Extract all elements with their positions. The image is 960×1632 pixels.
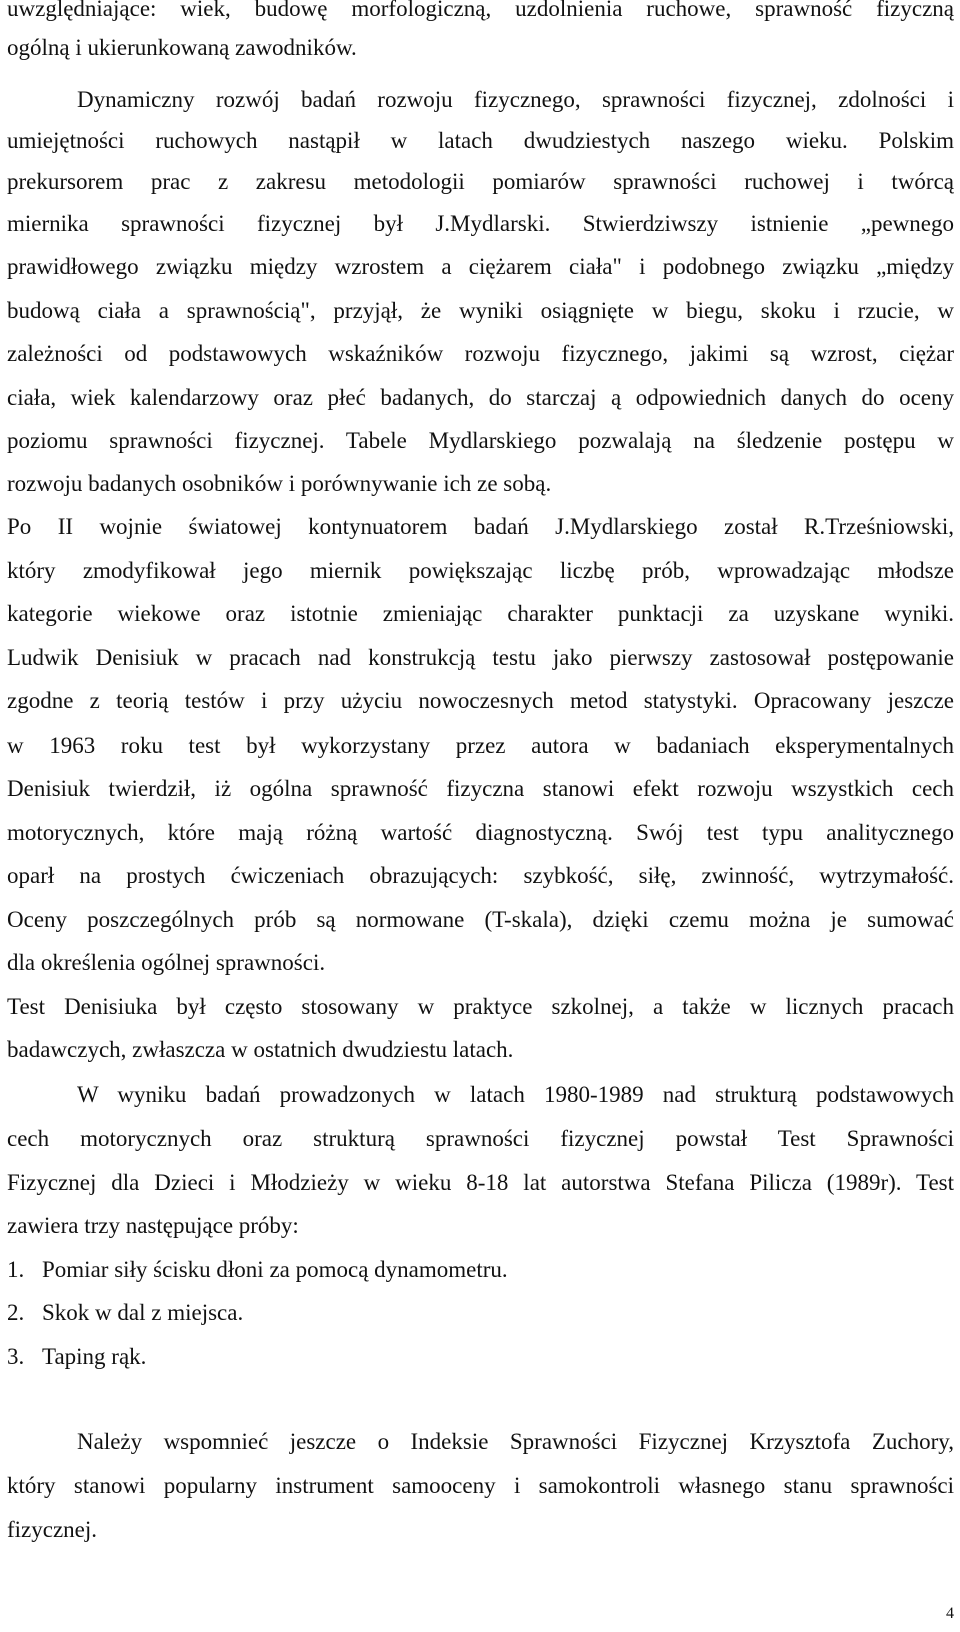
text-line: ciała, wiek kalendarzowy oraz płeć badanych, do starczaj ą odpowiednich danych do oceny <box>7 385 954 410</box>
text-line: fizycznej. <box>7 1517 98 1542</box>
text-line: oparł na prostych ćwiczeniach obrazujących: szybkość, siłę, zwinność, wytrzymałość. <box>7 863 954 888</box>
text-line: który zmodyfikował jego miernik powiększając liczbę prób, wprowadzając młodsze <box>7 558 954 583</box>
text-line: ogólną i ukierunkowaną zawodników. <box>7 35 357 60</box>
list-item-number: 3. <box>7 1344 25 1369</box>
text-line: prekursorem prac z zakresu metodologii pomiarów sprawności ruchowej i twórcą <box>7 169 954 194</box>
text-line: Test Denisiuka był często stosowany w praktyce szkolnej, a także w licznych pracach <box>7 994 954 1019</box>
text-line: Dynamiczny rozwój badań rozwoju fizycznego, sprawności fizycznej, zdolności i <box>77 87 954 112</box>
list-item-number: 1. <box>7 1257 25 1282</box>
text-line: rozwoju badanych osobników i porównywanie ich ze sobą. <box>7 471 552 496</box>
text-line: Fizycznej dla Dzieci i Młodzieży w wieku 8-18 lat autorstwa Stefana Pilicza (1989r). Test <box>7 1170 954 1195</box>
text-line: Należy wspomnieć jeszcze o Indeksie Sprawności Fizycznej Krzysztofa Zuchory, <box>77 1429 954 1454</box>
text-line: kategorie wiekowe oraz istotnie zmieniając charakter punktacji za uzyskane wyniki. <box>7 601 954 626</box>
text-line: zawiera trzy następujące próby: <box>7 1213 299 1238</box>
list-item-text: Taping rąk. <box>42 1344 147 1369</box>
text-line: Ludwik Denisiuk w pracach nad konstrukcją testu jako pierwszy zastosował postępowanie <box>7 645 954 670</box>
text-line: uwzględniające: wiek, budowę morfologiczną, uzdolnienia ruchowe, sprawność fizyczną <box>7 0 954 21</box>
text-line: miernika sprawności fizycznej był J.Mydlarski. Stwierdziwszy istnienie „pewnego <box>7 211 954 236</box>
text-line: Po II wojnie światowej kontynuatorem badań J.Mydlarskiego został R.Trześniowski, <box>7 514 954 539</box>
list-item-number: 2. <box>7 1300 25 1325</box>
list-item-text: Pomiar siły ścisku dłoni za pomocą dynamometru. <box>42 1257 508 1282</box>
list-item-text: Skok w dal z miejsca. <box>42 1300 244 1325</box>
text-line: dla określenia ogólnej sprawności. <box>7 950 326 975</box>
text-line: zgodne z teorią testów i przy użyciu nowoczesnych metod statystyki. Opracowany jeszcze <box>7 688 954 713</box>
text-line: motorycznych, które mają różną wartość diagnostyczną. Swój test typu analitycznego <box>7 820 954 845</box>
text-line: Denisiuk twierdził, iż ogólna sprawność fizyczna stanowi efekt rozwoju wszystkich cech <box>7 776 954 801</box>
text-line: zależności od podstawowych wskaźników rozwoju fizycznego, jakimi są wzrost, ciężar <box>7 341 954 366</box>
text-line: Oceny poszczególnych prób są normowane (T-skala), dzięki czemu można je sumować <box>7 907 954 932</box>
text-line: poziomu sprawności fizycznej. Tabele Mydlarskiego pozwalają na śledzenie postępu w <box>7 428 954 453</box>
text-line: który stanowi popularny instrument samooceny i samokontroli własnego stanu sprawności <box>7 1473 954 1498</box>
text-line: cech motorycznych oraz strukturą sprawności fizycznej powstał Test Sprawności <box>7 1126 954 1151</box>
text-line: umiejętności ruchowych nastąpił w latach dwudziestych naszego wieku. Polskim <box>7 128 954 153</box>
text-line: budową ciała a sprawnością", przyjął, że wyniki osiągnięte w biegu, skoku i rzucie, w <box>7 298 954 323</box>
text-line: w 1963 roku test był wykorzystany przez autora w badaniach eksperymentalnych <box>7 733 954 758</box>
page-number: 4 <box>946 1605 954 1622</box>
text-line: W wyniku badań prowadzonych w latach 1980-1989 nad strukturą podstawowych <box>77 1082 954 1107</box>
text-line: badawczych, zwłaszcza w ostatnich dwudziestu latach. <box>7 1037 514 1062</box>
text-line: prawidłowego związku między wzrostem a ciężarem ciała" i podobnego związku „między <box>7 254 954 279</box>
document-page <box>7 0 954 1632</box>
